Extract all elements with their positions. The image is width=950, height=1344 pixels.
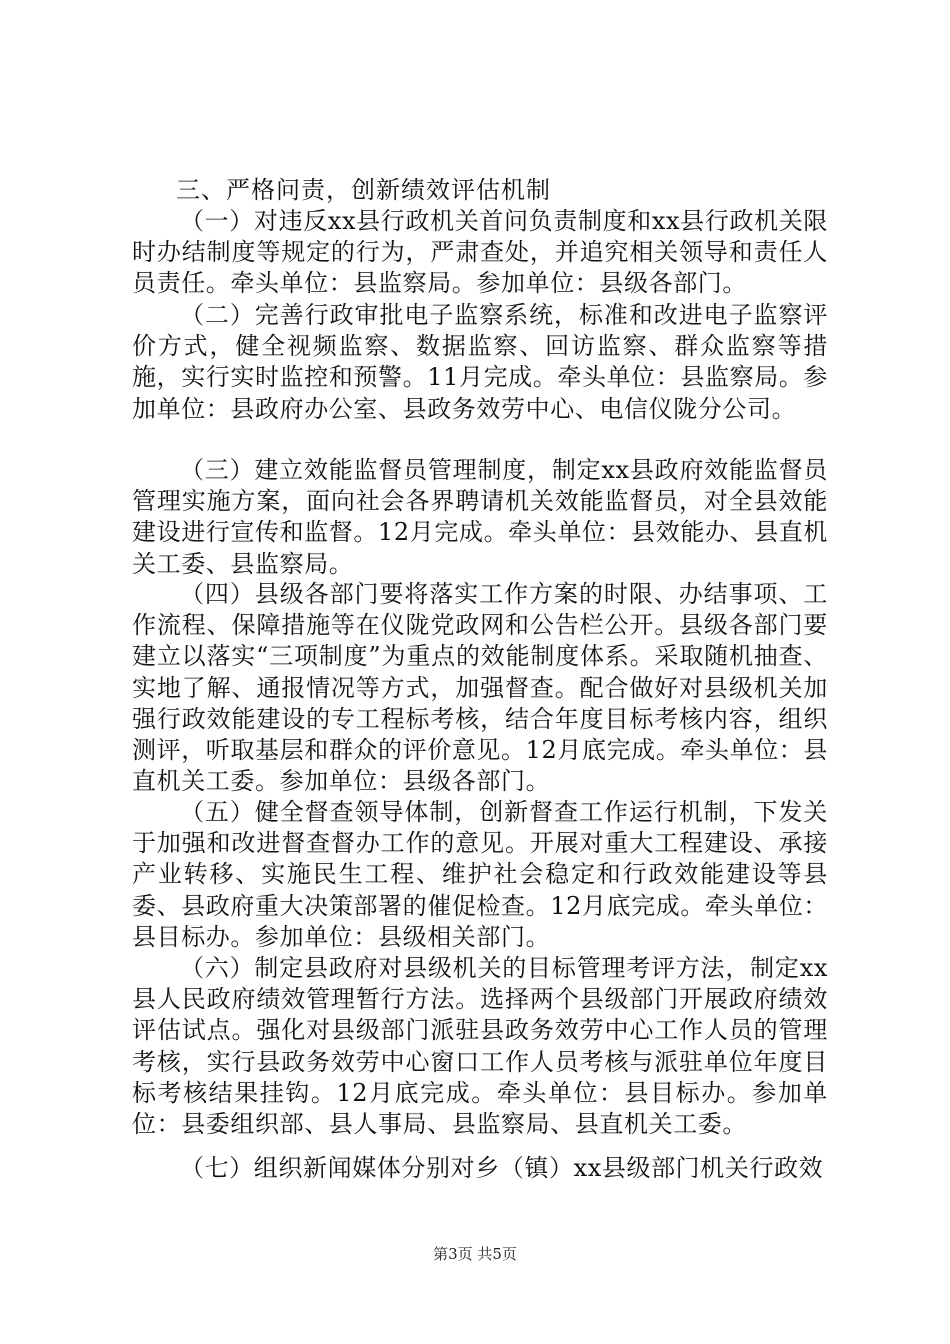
paragraph-1: （一）对违反xx县行政机关首问负责制度和xx县行政机关限时办结制度等规定的行为，严肃查处，并追究相关领导和责任人员责任。牵头单位：县监察局。参加单位：县级各部门。 xyxy=(132,207,828,298)
section-heading: 三、严格问责，创新绩效评估机制 xyxy=(176,176,551,204)
paragraph-3: （三）建立效能监督员管理制度，制定xx县政府效能监督员管理实施方案，面向社会各界聘请机关效能监督员，对全县效能建设进行宣传和监督。12月完成。牵头单位：县效能办、县直机关工委、县监察局。 xyxy=(132,456,828,578)
paragraph-5: （五）健全督查领导体制，创新督查工作运行机制，下发关于加强和改进督查督办工作的意见。开展对重大工程建设、承接产业转移、实施民生工程、维护社会稳定和行政效能建设等县委、县政府重大决策部署的催促检查。12月底完成。牵头单位：县目标办。参加单位：县级相关部门。 xyxy=(132,798,828,951)
paragraph-4: （四）县级各部门要将落实工作方案的时限、办结事项、工作流程、保障措施等在仪陇党政网和公告栏公开。县级各部门要建立以落实“三项制度”为重点的效能制度体系。采取随机抽查、实地了解、通报情况等方式，加强督查。配合做好对县级机关加强行政效能建设的专工程标考核，结合年度目标考核内容，组织测评，听取基层和群众的评价意见。12月底完成。牵头单位：县直机关工委。参加单位：县级各部门。 xyxy=(132,580,828,796)
paragraph-7: （七）组织新闻媒体分别对乡（镇）xx县级部门机关行政效 xyxy=(180,1154,824,1182)
paragraph-6: （六）制定县政府对县级机关的目标管理考评方法，制定xx县人民政府绩效管理暂行方法。选择两个县级部门开展政府绩效评估试点。强化对县级部门派驻县政务效劳中心工作人员的管理考核，实行县政务效劳中心窗口工作人员考核与派驻单位年度目标考核结果挂钩。12月底完成。牵头单位：县目标办。参加单位：县委组织部、县人事局、县监察局、县直机关工委。 xyxy=(132,954,828,1139)
paragraph-2: （二）完善行政审批电子监察系统，标准和改进电子监察评价方式，健全视频监察、数据监察、回访监察、群众监察等措施，实行实时监控和预警。11月完成。牵头单位：县监察局。参加单位：县政府办公室、县政务效劳中心、电信仪陇分公司。 xyxy=(132,301,828,423)
page-footer: 第3页 共5页 xyxy=(433,1245,517,1263)
